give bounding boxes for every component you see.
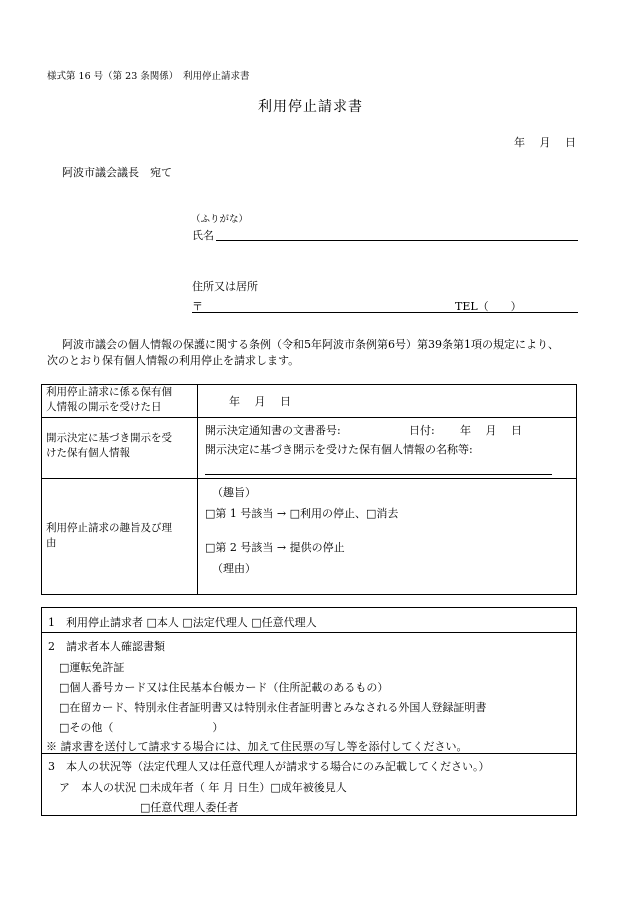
name-label: 氏名 <box>192 229 214 242</box>
furigana-label: （ふりがな） <box>191 214 249 225</box>
mail-note: ※ 請求書を送付して請求する場合には、加えて住民票の写し等を添付してください。 <box>46 740 468 753</box>
date-field[interactable]: 年 月 日 <box>514 136 576 149</box>
postal-mark: 〒 <box>192 300 203 313</box>
row2-date-value[interactable]: 年 月 日 <box>460 424 522 437</box>
address-label: 住所又は居所 <box>192 280 258 293</box>
row1-label <box>46 385 172 415</box>
table-rule-1 <box>41 417 577 418</box>
row2-label <box>46 431 172 461</box>
row2-date-label: 日付: <box>409 424 435 437</box>
intro-line-1: 阿波市議会の個人情報の保護に関する条例（令和5年阿波市条例第6号）第39条第1項の規定により、 <box>62 338 559 351</box>
id-docs-heading: 2 請求者本人確認書類 <box>48 640 165 653</box>
info-name-field[interactable] <box>205 474 552 475</box>
row1-label-line2: 人情報の開示を受けた日 <box>46 401 162 413</box>
id-doc-item[interactable]: □その他（ ） <box>59 721 224 734</box>
principal-status-line1[interactable]: ア 本人の状況 □未成年者（ 年 月 日生）□成年被後見人 <box>59 781 347 794</box>
row3-label-line2: 由 <box>46 537 57 549</box>
purpose-item-2[interactable]: □第 2 号該当 → 提供の停止 <box>205 541 345 554</box>
purpose-heading: （趣旨） <box>212 486 256 499</box>
info-name-label: 開示決定に基づき開示を受けた保有個人情報の名称等: <box>205 443 473 456</box>
doc-number-label: 開示決定通知書の文書番号: <box>205 424 341 437</box>
id-doc-item[interactable]: □運転免許証 <box>59 661 125 674</box>
tel-label: TEL（ ） <box>455 300 522 313</box>
row1-label-line1: 利用停止請求に係る保有個 <box>46 386 172 398</box>
principal-status-line2[interactable]: □任意代理人委任者 <box>140 801 239 814</box>
intro-line-2: 次のとおり保有個人情報の利用停止を請求します。 <box>47 354 300 367</box>
id-doc-item[interactable]: □個人番号カード又は住民基本台帳カード（住所記載のあるもの） <box>59 681 389 694</box>
lower-rule-1 <box>41 632 577 633</box>
id-doc-item[interactable]: □在留カード、特別永住者証明書又は特別永住者証明書とみなされる外国人登録証明書 <box>59 701 487 714</box>
purpose-item-1[interactable]: □第 1 号該当 → □利用の停止、□消去 <box>205 507 399 520</box>
requester-type[interactable]: 1 利用停止請求者 □本人 □法定代理人 □任意代理人 <box>48 616 317 629</box>
table-divider <box>197 384 198 595</box>
address-field[interactable] <box>192 312 578 313</box>
row2-label-line1: 開示決定に基づき開示を受 <box>46 432 172 444</box>
table-rule-2 <box>41 478 577 479</box>
addressee: 阿波市議会議長 宛て <box>62 166 172 179</box>
form-number: 様式第 16 号（第 23 条関係） 利用停止請求書 <box>47 71 250 82</box>
name-field[interactable] <box>216 240 578 241</box>
reason-heading: （理由） <box>212 562 256 575</box>
row3-label <box>46 521 172 551</box>
row2-label-line2: けた保有個人情報 <box>46 447 130 459</box>
row3-label-line1: 利用停止請求の趣旨及び理 <box>46 522 172 534</box>
page-title: 利用停止請求書 <box>258 99 363 115</box>
principal-status-heading: 3 本人の状況等（法定代理人又は任意代理人が請求する場合にのみ記載してください。） <box>48 760 490 773</box>
request-table <box>41 384 577 595</box>
row1-date-value[interactable]: 年 月 日 <box>229 395 291 408</box>
